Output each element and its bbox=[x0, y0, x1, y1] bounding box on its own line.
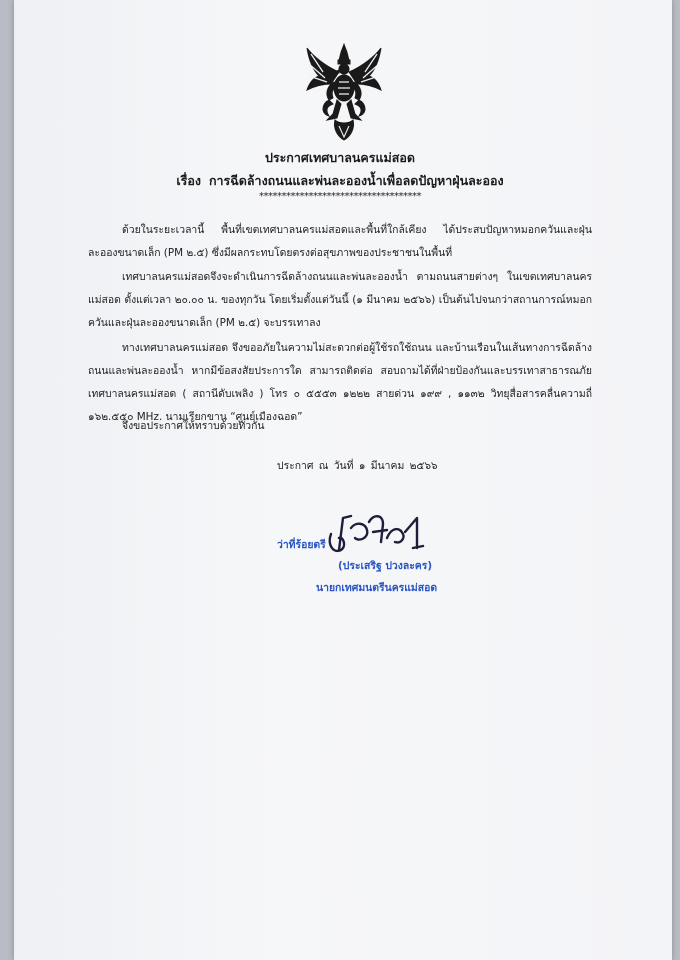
acting-rank: ว่าที่ร้อยตรี bbox=[277, 539, 326, 551]
announcement-date: ประกาศ ณ วันที่ ๑ มีนาคม ๒๕๖๖ bbox=[277, 460, 438, 472]
closing-statement: จึงขอประกาศให้ทราบด้วยทั่วกัน bbox=[122, 420, 265, 432]
body-paragraph-2: เทศบาลนครแม่สอดจึงจะดำเนินการฉีดล้างถนนและพ่นละอองน้ำ ตามถนนสายต่างๆ ในเขตเทศบาลนครแม่สอด ตั้งแต่เวลา ๒๐.๐๐ น. ของทุกวัน โดยเริ่มตั้งแต่วันนี้ (๑ มีนาคม ๒๕๖๖) เป็นต้นไปจนกว่าสถานการณ์หมอกควันและฝุ่นละอองขนาดเล็ก (PM ๒.๕) จะบรรเทาลง bbox=[88, 271, 592, 329]
garuda-emblem-icon bbox=[303, 42, 385, 142]
body-paragraph-1: ด้วยในระยะเวลานี้ พื้นที่เขตเทศบาลนครแม่สอดและพื้นที่ใกล้เคียง ได้ประสบปัญหาหมอกควันและฝุ่นละอองขนาดเล็ก (PM ๒.๕) ซึ่งมีผลกระทบโดยตรงต่อสุขภาพของประชาชนในพื้นที่ bbox=[88, 224, 592, 259]
separator: ************************************ bbox=[259, 191, 421, 202]
document-page bbox=[14, 0, 672, 960]
announcement-subject-line bbox=[0, 171, 680, 191]
subject-label: เรื่อง bbox=[176, 173, 201, 188]
announcement-title: ประกาศเทศบาลนครแม่สอด bbox=[264, 150, 416, 165]
body-paragraph-3: ทางเทศบาลนครแม่สอด จึงขออภัยในความไม่สะดวกต่อผู้ใช้รถใช้ถนน และบ้านเรือนในเส้นทางการฉีดล้างถนนและพ่นละอองน้ำ หากมีข้อสงสัยประการใด สามารถติดต่อ สอบถามได้ที่ฝ่ายป้องกันและบรรเทาสาธารณภัย เทศบาลนครแม่สอด ( สถานีดับเพลิง ) โทร ๐ ๕๕๕๓ ๑๒๒๒ สายด่วน ๑๙๙ , ๑๑๓๒ วิทยุสื่อสารคลื่นความถี่ ๑๖๒.๕๕๐ MHz. นามเรียกขาน “ศูนย์เมืองฉอด” bbox=[88, 342, 592, 423]
signer-position: นายกเทศมนตรีนครแม่สอด bbox=[316, 582, 438, 594]
signer-name: (ประเสริฐ ปวงละคร) bbox=[338, 560, 433, 572]
subject-text: การฉีดล้างถนนและพ่นละอองน้ำเพื่อลดปัญหาฝุ่นละออง bbox=[208, 173, 504, 188]
